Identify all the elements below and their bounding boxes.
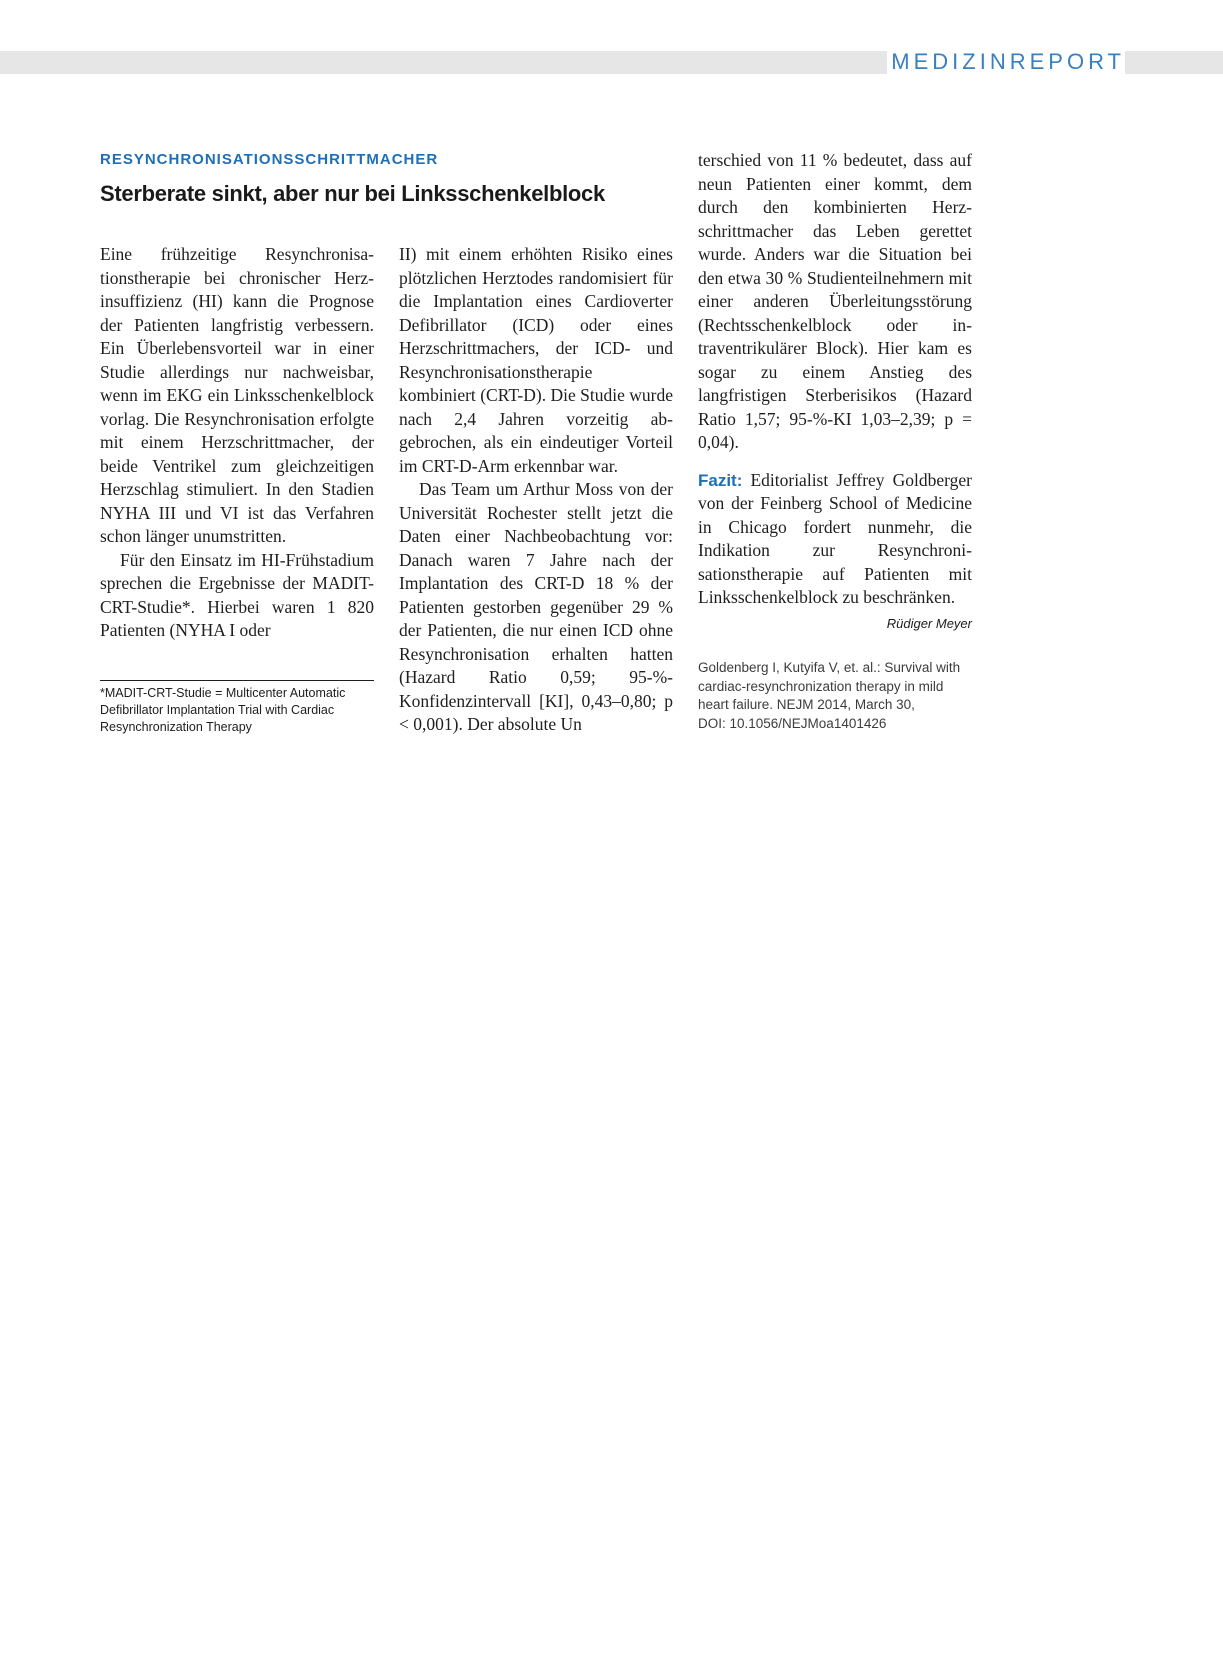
paragraph: Eine frühzeitige Resynchronisationstherapie bei chronischer Herzinsuffizienz (HI) kann die Prognose der Patienten langfristig verbessern. Ein Überlebensvorteil war in einer Studie allerdings nur nachweisbar, wenn im EKG ein Linksschenkelblock vorlag. Die Resynchronisation erfolgte mit einem Herzschrittmacher, der beide Ventrikel zum gleichzeitigen Herzschlag stimuliert. In den Stadien NYHA III und VI ist das Verfahren schon länger unumstritten. (100, 244, 374, 546)
fazit-paragraph (698, 469, 972, 631)
reference-doi: DOI: 10.1056/NEJMoa1401426 (698, 715, 887, 731)
column-2 (399, 243, 673, 737)
article-headline: Sterberate sinkt, aber nur bei Linksschenkelblock (100, 181, 605, 206)
paragraph: terschied von 11 % bedeutet, dass auf neun Patienten einer kommt, dem durch den kombinierten Herzschrittmacher das Leben gerettet wurde. Anders war die Situation bei den etwa 30 % Studienteilnehmern mit einer anderen Überleitungsstörung (Rechtsschenkelblock oder intraventrikulärer Block). Hier kam es sogar zu einem Anstieg des langfristigen Sterberisikos (Hazard Ratio 1,57; 95-%-KI 1,03–2,39; p = 0,04). (698, 150, 972, 452)
fazit-text: Editorialist Jeffrey Goldberger von der Feinberg School of Medicine in Chicago fordert nunmehr, die Indikation zur Resynchronisationstherapie auf Patienten mit Linksschenkelblock zu beschränken. (698, 469, 972, 607)
article-kicker: RESYNCHRONISATIONSSCHRITTMACHER (100, 151, 439, 168)
section-label: MEDIZINREPORT (887, 47, 1125, 77)
column-3 (698, 149, 972, 635)
paragraph: Das Team um Arthur Moss von der Universität Rochester stellt jetzt die Daten einer Nachbeobachtung vor: Danach waren 7 Jahre nach der Implantation des CRT-D 18 % der Patienten gestorben gegenüber 29 % der Patienten, die nur einen ICD ohne Resynchronisation erhalten hatten (Hazard Ratio 0,59; 95-%-Konfidenzintervall [KI], 0,43–0,80; p < 0,001). Der absolute Un (399, 479, 673, 734)
reference (698, 659, 972, 733)
column-1 (100, 243, 374, 643)
paragraph: II) mit einem erhöhten Risiko eines plötzlichen Herztodes randomisiert für die Implantation eines Cardioverter Defibrillator (ICD) oder eines Herzschrittmachers, der ICD- und Resynchronisationstherapie kombiniert (CRT-D). Die Studie wurde nach 2,4 Jahren vorzeitig abgebrochen, als ein eindeutiger Vorteil im CRT-D-Arm erkennbar war. (399, 244, 673, 476)
paragraph: Für den Einsatz im HI-Frühstadium sprechen die Ergebnisse der MADIT-CRT-Studie*. Hierbei waren 1 820 Patienten (NYHA I oder (100, 549, 374, 640)
author-byline: Rüdiger Meyer (886, 615, 972, 631)
footnote: *MADIT-CRT-Studie = Multicenter Automatic Defibrillator Implantation Trial with Cardiac Resynchronization Therapy (100, 680, 374, 736)
fazit-label: Fazit: (698, 470, 743, 490)
reference-citation: Goldenberg I, Kutyifa V, et. al.: Survival with cardiac-resynchronization therapy in mild heart failure. NEJM 2014, March 30, (698, 660, 961, 712)
